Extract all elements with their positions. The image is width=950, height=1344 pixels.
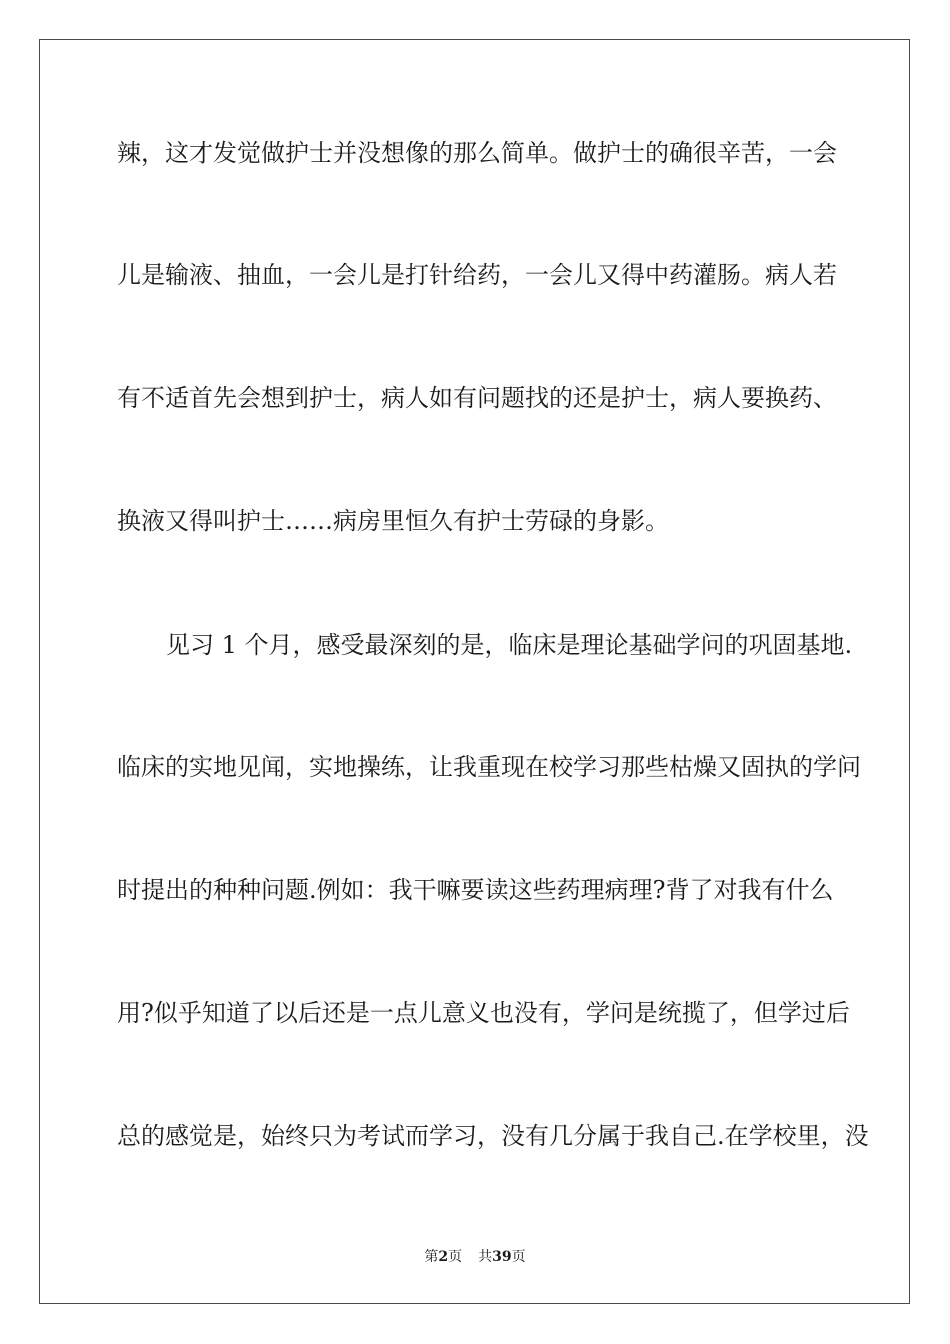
text-line-8: 用?似乎知道了以后还是一点儿意义也没有，学问是统揽了，但学过后 [117, 999, 850, 1027]
text-line-1: 辣，这才发觉做护士并没想像的那么简单。做护士的确很辛苦，一会 [117, 139, 837, 167]
page-border [39, 39, 910, 1304]
text-line-4: 换液又得叫护士……病房里恒久有护士劳碌的身影。 [117, 507, 669, 535]
text-line-9: 总的感觉是，始终只为考试而学习，没有几分属于我自己.在学校里，没 [117, 1122, 869, 1150]
text-line-6: 临床的实地见闻，实地操练，让我重现在校学习那些枯燥又固执的学问 [117, 753, 861, 781]
page-suffix: 页 [448, 1249, 463, 1265]
paragraph-start-line: 见习 1 个月，感受最深刻的是，临床是理论基础学问的巩固基地. [166, 631, 853, 659]
total-suffix: 页 [511, 1249, 526, 1265]
text-line-2: 儿是输液、抽血，一会儿是打针给药，一会儿又得中药灌肠。病人若 [117, 261, 837, 289]
total-pages: 39 [492, 1249, 512, 1265]
page-prefix: 第 [424, 1249, 439, 1265]
total-prefix: 共 [478, 1249, 493, 1265]
text-line-7: 时提出的种种问题.例如：我干嘛要读这些药理病理?背了对我有什么 [117, 876, 834, 904]
text-line-3: 有不适首先会想到护士，病人如有问题找的还是护士，病人要换药、 [117, 384, 837, 412]
page-number: 2 [438, 1249, 449, 1265]
page-footer [0, 1246, 950, 1266]
